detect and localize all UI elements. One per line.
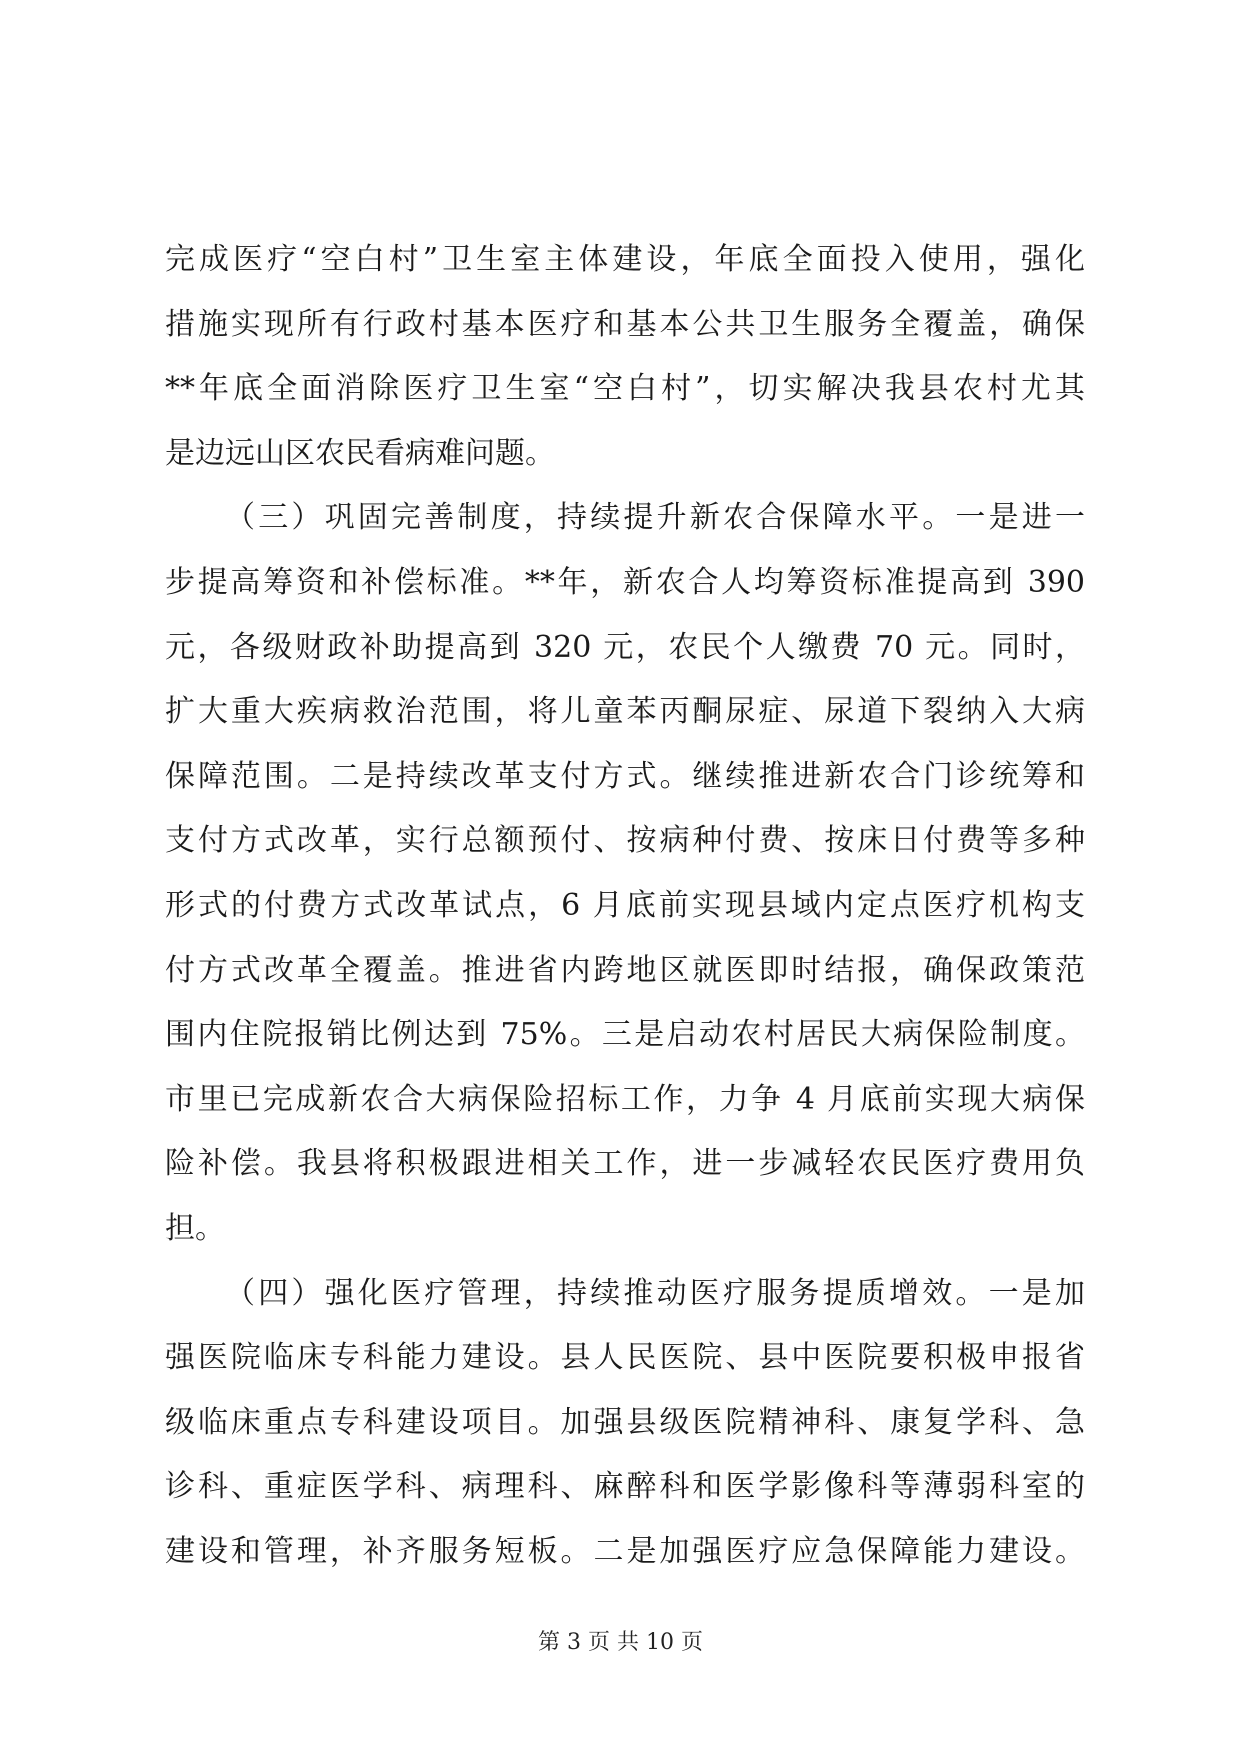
- text-line: 扩大重大疾病救治范围，将儿童苯丙酮尿症、尿道下裂纳入大病: [165, 694, 1085, 730]
- text-line: 强医院临床专科能力建设。县人民医院、县中医院要积极申报省: [165, 1340, 1085, 1376]
- text-line: 完成医疗“空白村”卫生室主体建设，年底全面投入使用，强化: [165, 242, 1085, 277]
- text-line: 付方式改革全覆盖。推进省内跨地区就医即时结报，确保政策范: [165, 952, 1085, 988]
- text-line: **年底全面消除医疗卫生室“空白村”，切实解决我县农村尤其: [165, 371, 1085, 407]
- text-line: 诊科、重症医学科、病理科、麻醉科和医学影像科等薄弱科室的: [165, 1469, 1085, 1505]
- text-line: 建设和管理，补齐服务短板。二是加强医疗应急保障能力建设。: [165, 1533, 1085, 1569]
- page-number-footer: 第 3 页 共 10 页: [538, 1630, 703, 1655]
- text-line: 险补偿。我县将积极跟进相关工作，进一步减轻农民医疗费用负: [165, 1146, 1085, 1182]
- text-line: 市里已完成新农合大病保险招标工作，力争 4 月底前实现大病保: [165, 1081, 1085, 1117]
- section-heading-line: （四）强化医疗管理，持续推动医疗服务提质增效。一是加: [225, 1275, 1085, 1311]
- text-line: 级临床重点专科建设项目。加强县级医院精神科、康复学科、急: [165, 1404, 1085, 1440]
- text-line: 围内住院报销比例达到 75%。三是启动农村居民大病保险制度。: [165, 1017, 1085, 1053]
- text-line: 步提高筹资和补偿标准。**年，新农合人均筹资标准提高到 390: [165, 564, 1085, 600]
- text-line: 元，各级财政补助提高到 320 元，农民个人缴费 70 元。同时，: [165, 629, 1085, 665]
- text-line: 保障范围。二是持续改革支付方式。继续推进新农合门诊统筹和: [165, 758, 1085, 794]
- text-line: 措施实现所有行政村基本医疗和基本公共卫生服务全覆盖，确保: [165, 306, 1085, 342]
- section-heading-line: （三）巩固完善制度，持续提升新农合保障水平。一是进一: [225, 500, 1085, 536]
- text-line: 担。: [165, 1210, 225, 1246]
- text-line: 是边远山区农民看病难问题。: [165, 435, 555, 471]
- text-line: 形式的付费方式改革试点，6 月底前实现县域内定点医疗机构支: [165, 887, 1085, 923]
- document-body: [165, 228, 1085, 1584]
- text-line: 支付方式改革，实行总额预付、按病种付费、按床日付费等多种: [165, 823, 1085, 859]
